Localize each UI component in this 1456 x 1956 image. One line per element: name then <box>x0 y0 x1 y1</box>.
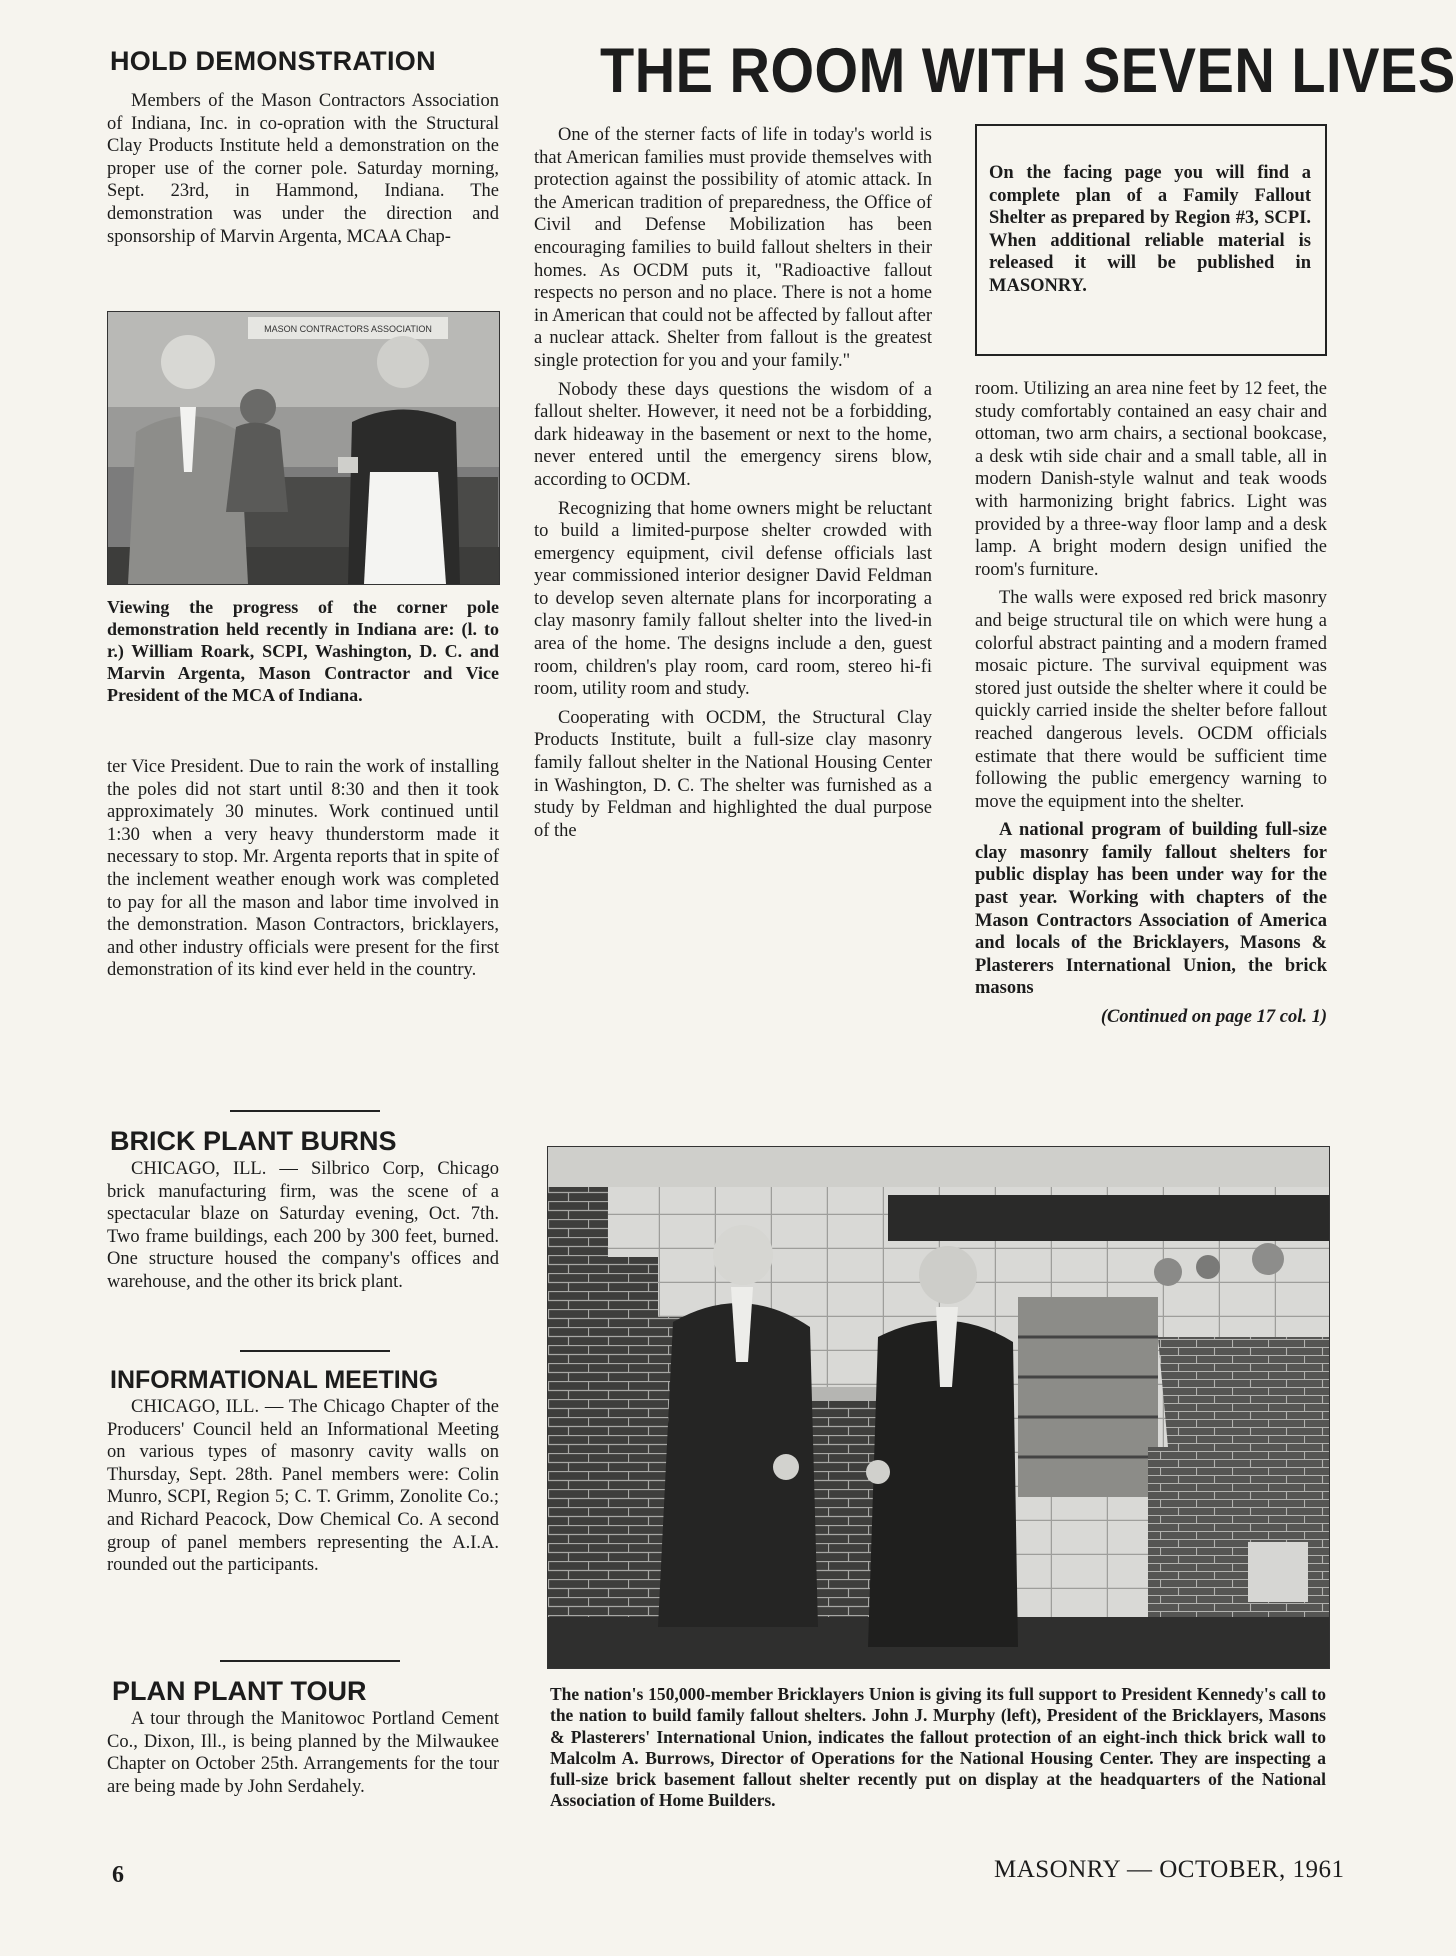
divider-rule <box>220 1660 400 1662</box>
brick-plant-body: CHICAGO, ILL. — Silbrico Corp, Chicago brick manufacturing firm, was the scene of a spectacular blaze on Saturday evening, Oct. 7th. Two frame buildings, each 200 by 300 feet, burned. One structure housed the company's offices and warehouse, and the other its brick plant. <box>107 1159 499 1292</box>
article-column-middle: One of the sterner facts of life in today's world is that American families must provide themselves with protection against the possibility of atomic attack. In the American tradition of preparedness, the Office of Civil and Defense Mobilization has been encouraging families to build fallout shelters in their homes. As OCDM puts it, "Radioactive fallout respects no person and no place. There is not a home in American that could not be affected by fallout after a nuclear attack. Shelter from fallout is the greatest single protection for you and your family." Nobody these days questions the wisdom of a fallout shelter. However, it need not be a forbidding, dark hideaway in the basement or next to the home, never entered until the emergency sirens blow, according to OCDM. Recognizing that home owners might be reluctant to build a limited-purpose shelter crowded with emergency equipment, civil defense officials last year commissioned interior designer David Feldman to develop seven alternate plans for incorporating a clay masonry family fallout shelter into the lived-in area of the home. The designs include a den, guest room, children's play room, card room, stereo hi-fi room, utility room and study. Cooperating with OCDM, the Structural Clay Products Institute, built a full-size clay masonry family fallout shelter in the National Housing Center in Washington, D. C. The shelter was furnished as a study by Feldman and highlighted the dual purpose of the <box>534 125 932 841</box>
facing-page-note: On the facing page you will find a complete plan of a Family Fallout Shelter as prepared by Region #3, SCPI. When additional reliable material is released it will be published in MASONRY. <box>989 163 1311 296</box>
corner-pole-caption: Viewing the progress of the corner pole demonstration held recently in Indiana are: (l. to r.) William Roark, SCPI, Washington, D. C. and Marvin Argenta, Mason Contractor and Vice President of the MCA of Indiana. <box>107 597 499 705</box>
facing-page-note-box <box>975 124 1327 356</box>
photo-sign-text: MASON CONTRACTORS ASSOCIATION <box>264 324 432 334</box>
brick-plant-heading: BRICK PLANT BURNS <box>110 1126 397 1156</box>
main-title: THE ROOM WITH SEVEN LIVES <box>600 35 1456 106</box>
hold-demonstration-intro: Members of the Mason Contractors Association of Indiana, Inc. in co-opration with the Structural Clay Products Institute held a demonstration on the proper use of the corner pole. Saturday morning, Sept. 23rd, in Hammond, Indiana. The demonstration was under the direction and sponsorship of Marvin Argenta, MCAA Chap- <box>107 91 499 247</box>
publication-footer: MASONRY — OCTOBER, 1961 <box>994 1856 1345 1883</box>
plan-plant-tour-heading: PLAN PLANT TOUR <box>112 1676 367 1706</box>
continued-note: (Continued on page 17 col. 1) <box>1100 1007 1327 1028</box>
shelter-photo-caption: The nation's 150,000-member Bricklayers Union is giving its full support to President Kennedy's call to the nation to build family fallout shelters. John J. Murphy (left), President of the Bricklayers, Masons & Plasterers' International Union, indicates the fallout protection of an eight-inch thick brick wall to Malcolm A. Burrows, Director of Operations for the National Housing Center. They are inspecting a full-size brick basement fallout shelter recently put on display at the headquarters of the National Association of Home Builders. <box>550 1684 1326 1811</box>
article-column-right: room. Utilizing an area nine feet by 12 feet, the study comfortably contained an easy chair and ottoman, two arm chairs, a sectional bookcase, a desk wtih side chair and a small table, all in modern Danish-style walnut and teak woods with harmonizing bright fabrics. Light was provided by a three-way floor lamp and a desk lamp. A bright modern design unified the room's furniture. The walls were exposed red brick masonry and beige structural tile on which were hung a colorful abstract painting and a modern framed mosaic picture. The survival equipment was stored just outside the shelter where it could be quickly carried inside the shelter before fallout reached dangerous levels. OCDM officials estimate that there would be sufficient time following the public emergency warning to move the equipment into the shelter. A national program of building full-size clay masonry family fallout shelters for public display has been under way for the past year. Working with chapters of the Mason Contractors Association of America and locals of the Bricklayers, Masons & Plasterers International Union, the brick masons (Continued on page 17 col. 1) <box>975 379 1327 1028</box>
hold-demonstration-heading: HOLD DEMONSTRATION <box>110 46 436 76</box>
corner-pole-photo <box>107 311 500 585</box>
fallout-shelter-photo <box>547 1146 1330 1669</box>
informational-meeting-body: CHICAGO, ILL. — The Chicago Chapter of the Producers' Council held an Informational Meeting on various types of masonry cavity walls on Thursday, Sept. 28th. Panel members were: Colin Munro, SCPI, Region 5; C. T. Grimm, Zonolite Co.; and Richard Peacock, Dow Chemical Co. A second group of panel members representing the A.I.A. rounded out the participants. <box>107 1397 499 1576</box>
hold-demonstration-continued: ter Vice President. Due to rain the work of installing the poles did not start until 8:30 and then it took approximately 30 minutes. Work continued until 1:30 when a very heavy thunderstorm made it necessary to stop. Mr. Argenta reports that in spite of the inclement weather enough work was completed to pay for all the mason and labor time involved in the demonstration. Mason Contractors, bricklayers, and other industry officials were present for the first demonstration of its kind ever held in the country. <box>107 757 499 981</box>
page-number: 6 <box>112 1862 124 1888</box>
divider-rule <box>230 1110 380 1112</box>
divider-rule <box>240 1350 390 1352</box>
informational-meeting-heading: INFORMATIONAL MEETING <box>110 1366 439 1394</box>
plan-plant-tour-body: A tour through the Manitowoc Portland Cement Co., Dixon, Ill., is being planned by the Milwaukee Chapter on October 25th. Arrangements for the tour are being made by John Serdahely. <box>107 1709 499 1797</box>
